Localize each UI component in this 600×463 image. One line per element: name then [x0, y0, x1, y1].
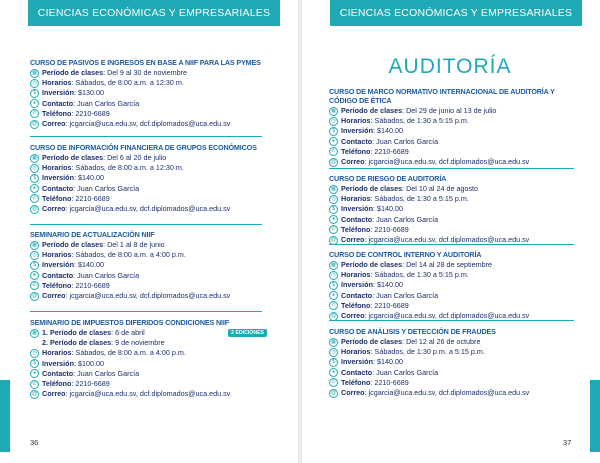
detail-value: : Juan Carlos García	[73, 183, 140, 193]
dollar-icon: $	[329, 205, 338, 214]
side-tab-marker	[590, 380, 600, 452]
dollar-icon: $	[30, 359, 39, 368]
email-icon: @	[31, 292, 38, 299]
course-detail-row	[30, 250, 275, 260]
person-icon: ●	[30, 99, 39, 108]
detail-value: : $140.00	[372, 126, 403, 136]
course-detail-row	[30, 153, 275, 163]
side-tab-marker	[0, 380, 10, 452]
detail-value: : $140.00	[73, 173, 104, 183]
detail-value[interactable]: : jcgarcia@uca.edu.sv, dcf.diplomados@uca.edu.sv	[65, 119, 231, 129]
course-detail-row	[30, 78, 275, 88]
person-icon: ●	[30, 184, 39, 193]
calendar-icon: ▦	[30, 154, 39, 163]
detail-label: Inversión	[341, 357, 373, 367]
phone-icon: ✆	[30, 380, 39, 389]
person-icon: ●	[329, 368, 338, 377]
detail-value: : Sábados, de 8:00 a.m. a 12:30 m.	[71, 78, 184, 88]
detail-value: : 2210-6689	[370, 146, 409, 156]
detail-label: Período de clases	[42, 153, 104, 162]
clock-icon: ◷	[30, 164, 39, 173]
detail-value: : $130.00	[73, 88, 104, 98]
detail-label: Contacto	[341, 367, 373, 377]
detail-label: Teléfono	[341, 377, 371, 387]
course-block	[30, 230, 275, 301]
detail-value: : 2210-6689	[370, 224, 409, 234]
detail-value: : Del 6 al 20 de julio	[103, 153, 167, 162]
course-detail-row	[30, 260, 275, 270]
detail-label: Horarios	[341, 116, 371, 126]
detail-label: Teléfono	[42, 280, 72, 290]
detail-value: : Juan Carlos García	[73, 368, 140, 378]
detail-label: Contacto	[42, 183, 74, 193]
person-icon: ●	[30, 271, 39, 280]
clock-icon: ◷	[30, 79, 39, 88]
detail-label: Inversión	[341, 126, 373, 136]
phone-icon: ✆	[329, 147, 338, 156]
course-detail-row	[30, 379, 275, 389]
calendar-icon: ▦	[30, 69, 39, 78]
detail-value: : $140.00	[73, 260, 104, 270]
detail-label: Correo	[341, 157, 365, 167]
course-detail-row	[30, 204, 275, 214]
detail-value: : 2210-6689	[71, 280, 110, 290]
course-block	[329, 174, 574, 245]
email-icon: @	[330, 389, 337, 396]
detail-value: : Del 29 de junio al 13 de julio	[402, 106, 497, 115]
calendar-icon: ▦	[329, 261, 338, 270]
detail-value: : 2210-6689	[71, 193, 110, 203]
course-title: SEMINARIO DE ACTUALIZACIÓN NIIF	[30, 230, 155, 239]
phone-icon: ✆	[329, 301, 338, 310]
email-icon: @	[31, 390, 38, 397]
course-title: CURSO DE MARCO NORMATIVO INTERNACIONAL DE AUDITORÍA Y CÓDIGO DE ÉTICA	[329, 87, 555, 105]
detail-label: Correo	[42, 119, 66, 129]
clock-icon: ◷	[329, 271, 338, 280]
detail-label: Período de clases	[341, 260, 403, 269]
phone-icon: ✆	[329, 378, 338, 387]
course-block	[329, 327, 574, 398]
course-detail-row	[30, 291, 275, 301]
course-detail-row	[30, 240, 275, 250]
course-title: CURSO DE CONTROL INTERNO Y AUDITORÍA	[329, 250, 482, 259]
detail-value: : Juan Carlos García	[372, 290, 439, 300]
detail-label: Contacto	[42, 98, 74, 108]
dollar-icon: $	[30, 89, 39, 98]
course-detail-row	[30, 281, 275, 291]
calendar-icon: ▦	[329, 338, 338, 347]
detail-value: : Juan Carlos García	[372, 367, 439, 377]
clock-icon: ◷	[30, 349, 39, 358]
detail-value: : $100.00	[73, 358, 104, 368]
detail-value: : Del 14 al 28 de septiembre	[402, 260, 493, 269]
detail-label: Contacto	[341, 136, 373, 146]
course-detail-row	[30, 68, 275, 78]
detail-value: : Del 10 al 24 de agosto	[402, 184, 479, 193]
course-detail-row	[30, 163, 275, 173]
detail-label: Correo	[341, 311, 365, 321]
detail-label: Inversión	[341, 204, 373, 214]
course-detail-row	[30, 338, 275, 348]
detail-label: Teléfono	[42, 108, 72, 118]
detail-label: Horarios	[42, 348, 72, 358]
calendar-icon: ▦	[329, 107, 338, 116]
course-detail-row	[329, 116, 574, 126]
phone-icon: ✆	[30, 194, 39, 203]
course-detail-row	[30, 194, 275, 204]
phone-icon: ✆	[30, 109, 39, 118]
clock-icon: ◷	[329, 348, 338, 357]
person-icon: ●	[30, 369, 39, 378]
course-detail-row	[329, 388, 574, 398]
course-block	[329, 87, 574, 167]
detail-value: : $140.00	[372, 357, 403, 367]
course-detail-row	[30, 184, 275, 194]
course-title: SEMINARIO DE IMPUESTOS DIFERIDOS CONDICIONES NIIF	[30, 318, 229, 327]
detail-label: Horarios	[42, 78, 72, 88]
detail-label: Período de clases	[341, 106, 403, 115]
course-detail-row	[329, 270, 574, 280]
detail-value: : 9 de noviembre	[111, 338, 165, 348]
editions-badge: 2 EDICIONES	[228, 329, 267, 337]
detail-label: Correo	[42, 291, 66, 301]
detail-value: : 2210-6689	[370, 300, 409, 310]
detail-label: 2. Período de clases	[42, 338, 112, 348]
course-detail-row	[329, 337, 574, 347]
detail-label: Correo	[42, 204, 66, 214]
detail-label: Horarios	[341, 270, 371, 280]
detail-value[interactable]: : jcgarcia@uca.edu.sv, dcf.diplomados@uca.edu.sv	[65, 204, 231, 214]
course-block	[329, 250, 574, 321]
course-detail-row	[30, 369, 275, 379]
course-detail-row	[329, 260, 574, 270]
course-detail-row	[329, 368, 574, 378]
email-icon: @	[31, 120, 38, 127]
email-icon: @	[330, 312, 337, 319]
course-detail-row	[329, 194, 574, 204]
course-detail-row	[329, 347, 574, 357]
email-icon: @	[31, 205, 38, 212]
course-detail-row	[30, 88, 275, 98]
detail-value[interactable]: : jcgarcia@uca.edu.sv, dcf.diplomados@uca.edu.sv	[65, 389, 231, 399]
detail-value: : Juan Carlos García	[73, 98, 140, 108]
detail-value: : 2210-6689	[71, 108, 110, 118]
course-detail-row	[30, 359, 275, 369]
detail-value: : $140.00	[372, 204, 403, 214]
course-block	[30, 143, 275, 214]
detail-label: Período de clases	[42, 240, 104, 249]
detail-value: : Juan Carlos García	[73, 270, 140, 280]
detail-label: Correo	[341, 235, 365, 245]
detail-value[interactable]: : jcgarcia@uca.edu.sv, dcf.diplomados@uca.edu.sv	[65, 291, 231, 301]
detail-label: Contacto	[341, 290, 373, 300]
detail-value: : Sábados, de 8:00 a.m. a 4:00 p.m.	[71, 348, 186, 358]
detail-value: : Sábados, de 1:30 p.m. a 5:15 p.m.	[370, 347, 485, 357]
course-detail-row	[329, 378, 574, 388]
detail-value[interactable]: : jcgarcia@uca.edu.sv, dcf.diplomados@uca.edu.sv	[364, 235, 530, 245]
detail-label: Teléfono	[341, 224, 371, 234]
section-divider	[329, 320, 574, 321]
book-gutter	[298, 0, 302, 463]
detail-label: Período de clases	[42, 68, 104, 77]
detail-label: Horarios	[341, 347, 371, 357]
section-divider	[30, 136, 262, 137]
section-title: AUDITORÍA	[388, 55, 512, 78]
detail-value: : Sábados, de 1:30 a 5:15 p.m.	[370, 194, 469, 204]
detail-label: Inversión	[42, 88, 74, 98]
course-detail-row	[329, 215, 574, 225]
detail-value: : Sábados, de 1:30 a 5:15 p.m.	[370, 116, 469, 126]
section-divider	[329, 168, 574, 169]
section-divider	[30, 224, 262, 225]
course-detail-row	[329, 357, 574, 367]
course-detail-row	[329, 280, 574, 290]
detail-label: Contacto	[341, 214, 373, 224]
course-detail-row	[30, 173, 275, 183]
course-detail-row	[30, 348, 275, 358]
email-icon: @	[330, 158, 337, 165]
detail-label: Contacto	[42, 368, 74, 378]
email-icon: @	[330, 236, 337, 243]
detail-value: : Sábados, de 1:30 a 5:15 p.m.	[370, 270, 469, 280]
course-detail-row	[30, 119, 275, 129]
course-title: CURSO DE INFORMACIÓN FINANCIERA DE GRUPOS ECONÓMICOS	[30, 143, 257, 152]
detail-value: : Del 9 al 30 de noviembre	[103, 68, 188, 77]
clock-icon: ◷	[30, 251, 39, 260]
clock-icon: ◷	[329, 117, 338, 126]
detail-label: Inversión	[42, 358, 74, 368]
course-detail-row	[30, 389, 275, 399]
calendar-icon: ▦	[329, 185, 338, 194]
section-header-band: CIENCIAS ECONÓMICAS Y EMPRESARIALES	[28, 0, 280, 26]
person-icon: ●	[329, 291, 338, 300]
section-divider	[30, 311, 262, 312]
detail-label: Período de clases	[341, 337, 403, 346]
detail-label: Teléfono	[42, 193, 72, 203]
detail-label: Inversión	[42, 173, 74, 183]
course-detail-row	[329, 184, 574, 194]
dollar-icon: $	[329, 358, 338, 367]
dollar-icon: $	[329, 281, 338, 290]
course-detail-row	[329, 157, 574, 167]
course-detail-row	[329, 225, 574, 235]
detail-label: Contacto	[42, 270, 74, 280]
detail-label: Teléfono	[42, 379, 72, 389]
detail-value: : Del 1 al 8 de junio	[103, 240, 165, 249]
clock-icon: ◷	[329, 195, 338, 204]
detail-label: Teléfono	[341, 300, 371, 310]
detail-label: Teléfono	[341, 146, 371, 156]
detail-label: Inversión	[42, 260, 74, 270]
dollar-icon: $	[329, 127, 338, 136]
dollar-icon: $	[30, 261, 39, 270]
course-detail-row	[329, 106, 574, 116]
detail-label: Inversión	[341, 280, 373, 290]
section-header-band: CIENCIAS ECONÓMICAS Y EMPRESARIALES	[330, 0, 582, 26]
detail-label: Horarios	[42, 250, 72, 260]
detail-label: 1. Período de clases	[42, 328, 112, 337]
person-icon: ●	[329, 215, 338, 224]
course-detail-row	[329, 137, 574, 147]
detail-value[interactable]: : jcgarcia@uca.edu.sv, dcf.diplomados@uca.edu.sv	[364, 157, 530, 167]
course-detail-row	[30, 328, 275, 338]
course-detail-row	[30, 271, 275, 281]
course-title: CURSO DE PASIVOS E INGRESOS EN BASE A NIIF PARA LAS PYMES	[30, 58, 261, 67]
course-block	[30, 58, 275, 129]
person-icon: ●	[329, 137, 338, 146]
blank-icon-spacer	[30, 339, 39, 348]
calendar-icon: ▦	[30, 329, 39, 338]
detail-value: : Sábados, de 8:00 a.m. a 12:30 m.	[71, 163, 184, 173]
course-detail-row	[329, 301, 574, 311]
detail-value: : 2210-6689	[370, 377, 409, 387]
detail-label: Correo	[341, 388, 365, 398]
detail-value: : $140.00	[372, 280, 403, 290]
course-block	[30, 318, 275, 399]
phone-icon: ✆	[329, 225, 338, 234]
dollar-icon: $	[30, 174, 39, 183]
section-divider	[329, 244, 574, 245]
page-number: 37	[563, 438, 572, 447]
course-detail-row	[30, 109, 275, 119]
detail-value: : 6 de abril	[111, 328, 145, 337]
detail-value: : Sábados, de 8:00 a.m. a 4:00 p.m.	[71, 250, 186, 260]
course-title: CURSO DE ANÁLISIS Y DETECCIÓN DE FRAUDES	[329, 327, 496, 336]
course-detail-row	[329, 147, 574, 157]
course-detail-row	[329, 204, 574, 214]
detail-value: : 2210-6689	[71, 379, 110, 389]
course-detail-row	[329, 126, 574, 136]
page-number: 36	[30, 438, 39, 447]
course-detail-row	[30, 99, 275, 109]
detail-value: : Del 12 al 26 de octubre	[402, 337, 481, 346]
detail-label: Horarios	[341, 194, 371, 204]
detail-value: : Juan Carlos García	[372, 214, 439, 224]
detail-label: Período de clases	[341, 184, 403, 193]
calendar-icon: ▦	[30, 241, 39, 250]
phone-icon: ✆	[30, 281, 39, 290]
course-detail-row	[329, 291, 574, 301]
detail-value[interactable]: : jcgarcia@uca.edu.sv, dcf.diplomados@uca.edu.sv	[364, 311, 530, 321]
detail-value: : Juan Carlos García	[372, 136, 439, 146]
course-title: CURSO DE RIESGO DE AUDITORÍA	[329, 174, 447, 183]
detail-label: Horarios	[42, 163, 72, 173]
detail-value[interactable]: : jcgarcia@uca.edu.sv, dcf.diplomados@uca.edu.sv	[364, 388, 530, 398]
detail-label: Correo	[42, 389, 66, 399]
